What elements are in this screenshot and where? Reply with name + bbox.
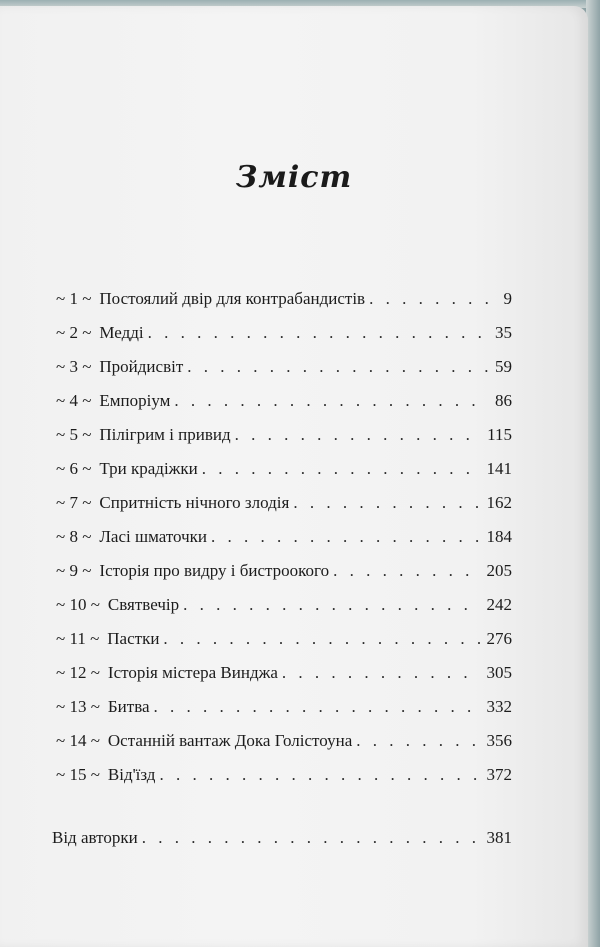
leader-dots — [163, 629, 480, 649]
chapter-number: ~ 4 ~ — [56, 391, 92, 410]
page-number: 59 — [495, 357, 512, 376]
leader-dots — [235, 425, 481, 445]
chapter-number: ~ 9 ~ — [56, 561, 92, 580]
leader-dots — [154, 697, 481, 717]
page-number: 184 — [486, 527, 512, 546]
leader-dots — [333, 561, 480, 581]
chapter-title: Спритність нічного злодія — [99, 493, 290, 512]
toc-entry-3[interactable] — [56, 357, 512, 391]
table-of-contents — [56, 289, 512, 799]
chapter-number: ~ 12 ~ — [56, 663, 100, 682]
page-number: 381 — [486, 828, 512, 847]
leader-dots — [159, 765, 480, 785]
chapter-title: Пілігрим і привид — [99, 425, 231, 444]
afterword-title: Від авторки — [52, 828, 138, 847]
page-number: 162 — [486, 493, 512, 512]
toc-entry-14[interactable] — [56, 731, 512, 765]
leader-dots — [369, 289, 497, 309]
toc-entry-15[interactable] — [56, 765, 512, 799]
toc-entry-9[interactable] — [56, 561, 512, 595]
chapter-number: ~ 13 ~ — [56, 697, 100, 716]
leader-dots — [148, 323, 489, 343]
leader-dots — [187, 357, 489, 377]
leader-dots — [174, 391, 489, 411]
chapter-title: Святвечір — [107, 595, 180, 614]
chapter-number: ~ 14 ~ — [56, 731, 100, 750]
leader-dots — [202, 459, 481, 479]
chapter-number: ~ 3 ~ — [56, 357, 92, 376]
chapter-number: ~ 1 ~ — [56, 289, 92, 308]
toc-entry-7[interactable] — [56, 493, 512, 527]
chapter-title: Пройдисвіт — [99, 357, 184, 376]
toc-entry-afterword[interactable] — [52, 828, 512, 862]
page-number: 356 — [486, 731, 512, 750]
chapter-title: Від'їзд — [107, 765, 156, 784]
chapter-number: ~ 10 ~ — [56, 595, 100, 614]
page-number: 276 — [486, 629, 512, 648]
leader-dots — [282, 663, 481, 683]
chapter-title: Три крадіжки — [99, 459, 198, 478]
toc-entry-4[interactable] — [56, 391, 512, 425]
page-number: 9 — [503, 289, 512, 308]
leader-dots — [356, 731, 480, 751]
page-number: 205 — [486, 561, 512, 580]
page-number: 141 — [486, 459, 512, 478]
toc-entry-6[interactable] — [56, 459, 512, 493]
page-number: 86 — [495, 391, 512, 410]
toc-entry-10[interactable] — [56, 595, 512, 629]
chapter-title: Пастки — [107, 629, 160, 648]
toc-entry-11[interactable] — [56, 629, 512, 663]
chapter-number: ~ 5 ~ — [56, 425, 92, 444]
leader-dots — [293, 493, 480, 513]
toc-entry-1[interactable] — [56, 289, 512, 323]
toc-entry-8[interactable] — [56, 527, 512, 561]
page-number: 35 — [495, 323, 512, 342]
toc-entry-12[interactable] — [56, 663, 512, 697]
chapter-title: Ласі шматочки — [99, 527, 208, 546]
chapter-number: ~ 11 ~ — [56, 629, 100, 648]
chapter-number: ~ 6 ~ — [56, 459, 92, 478]
leader-dots — [142, 828, 481, 848]
chapter-title: Медді — [99, 323, 144, 342]
chapter-title: Історія про видру і бистроокого — [99, 561, 330, 580]
toc-entry-2[interactable] — [56, 323, 512, 357]
toc-entry-13[interactable] — [56, 697, 512, 731]
book-page — [0, 6, 588, 947]
chapter-number: ~ 2 ~ — [56, 323, 92, 342]
leader-dots — [183, 595, 480, 615]
page-number: 332 — [486, 697, 512, 716]
toc-entry-5[interactable] — [56, 425, 512, 459]
chapter-number: ~ 7 ~ — [56, 493, 92, 512]
leader-dots — [211, 527, 480, 547]
page-number: 242 — [486, 595, 512, 614]
book-right-edge — [586, 0, 600, 947]
chapter-number: ~ 15 ~ — [56, 765, 100, 784]
page-number: 372 — [486, 765, 512, 784]
chapter-title: Постоялий двір для контрабандистів — [99, 289, 366, 308]
page-number: 305 — [486, 663, 512, 682]
page-number: 115 — [487, 425, 512, 444]
chapter-title: Останній вантаж Дока Голістоуна — [107, 731, 353, 750]
page-title: Зміст — [235, 160, 353, 195]
chapter-title: Історія містера Винджа — [107, 663, 278, 682]
chapter-title: Емпоріум — [99, 391, 171, 410]
chapter-number: ~ 8 ~ — [56, 527, 92, 546]
chapter-title: Битва — [107, 697, 150, 716]
